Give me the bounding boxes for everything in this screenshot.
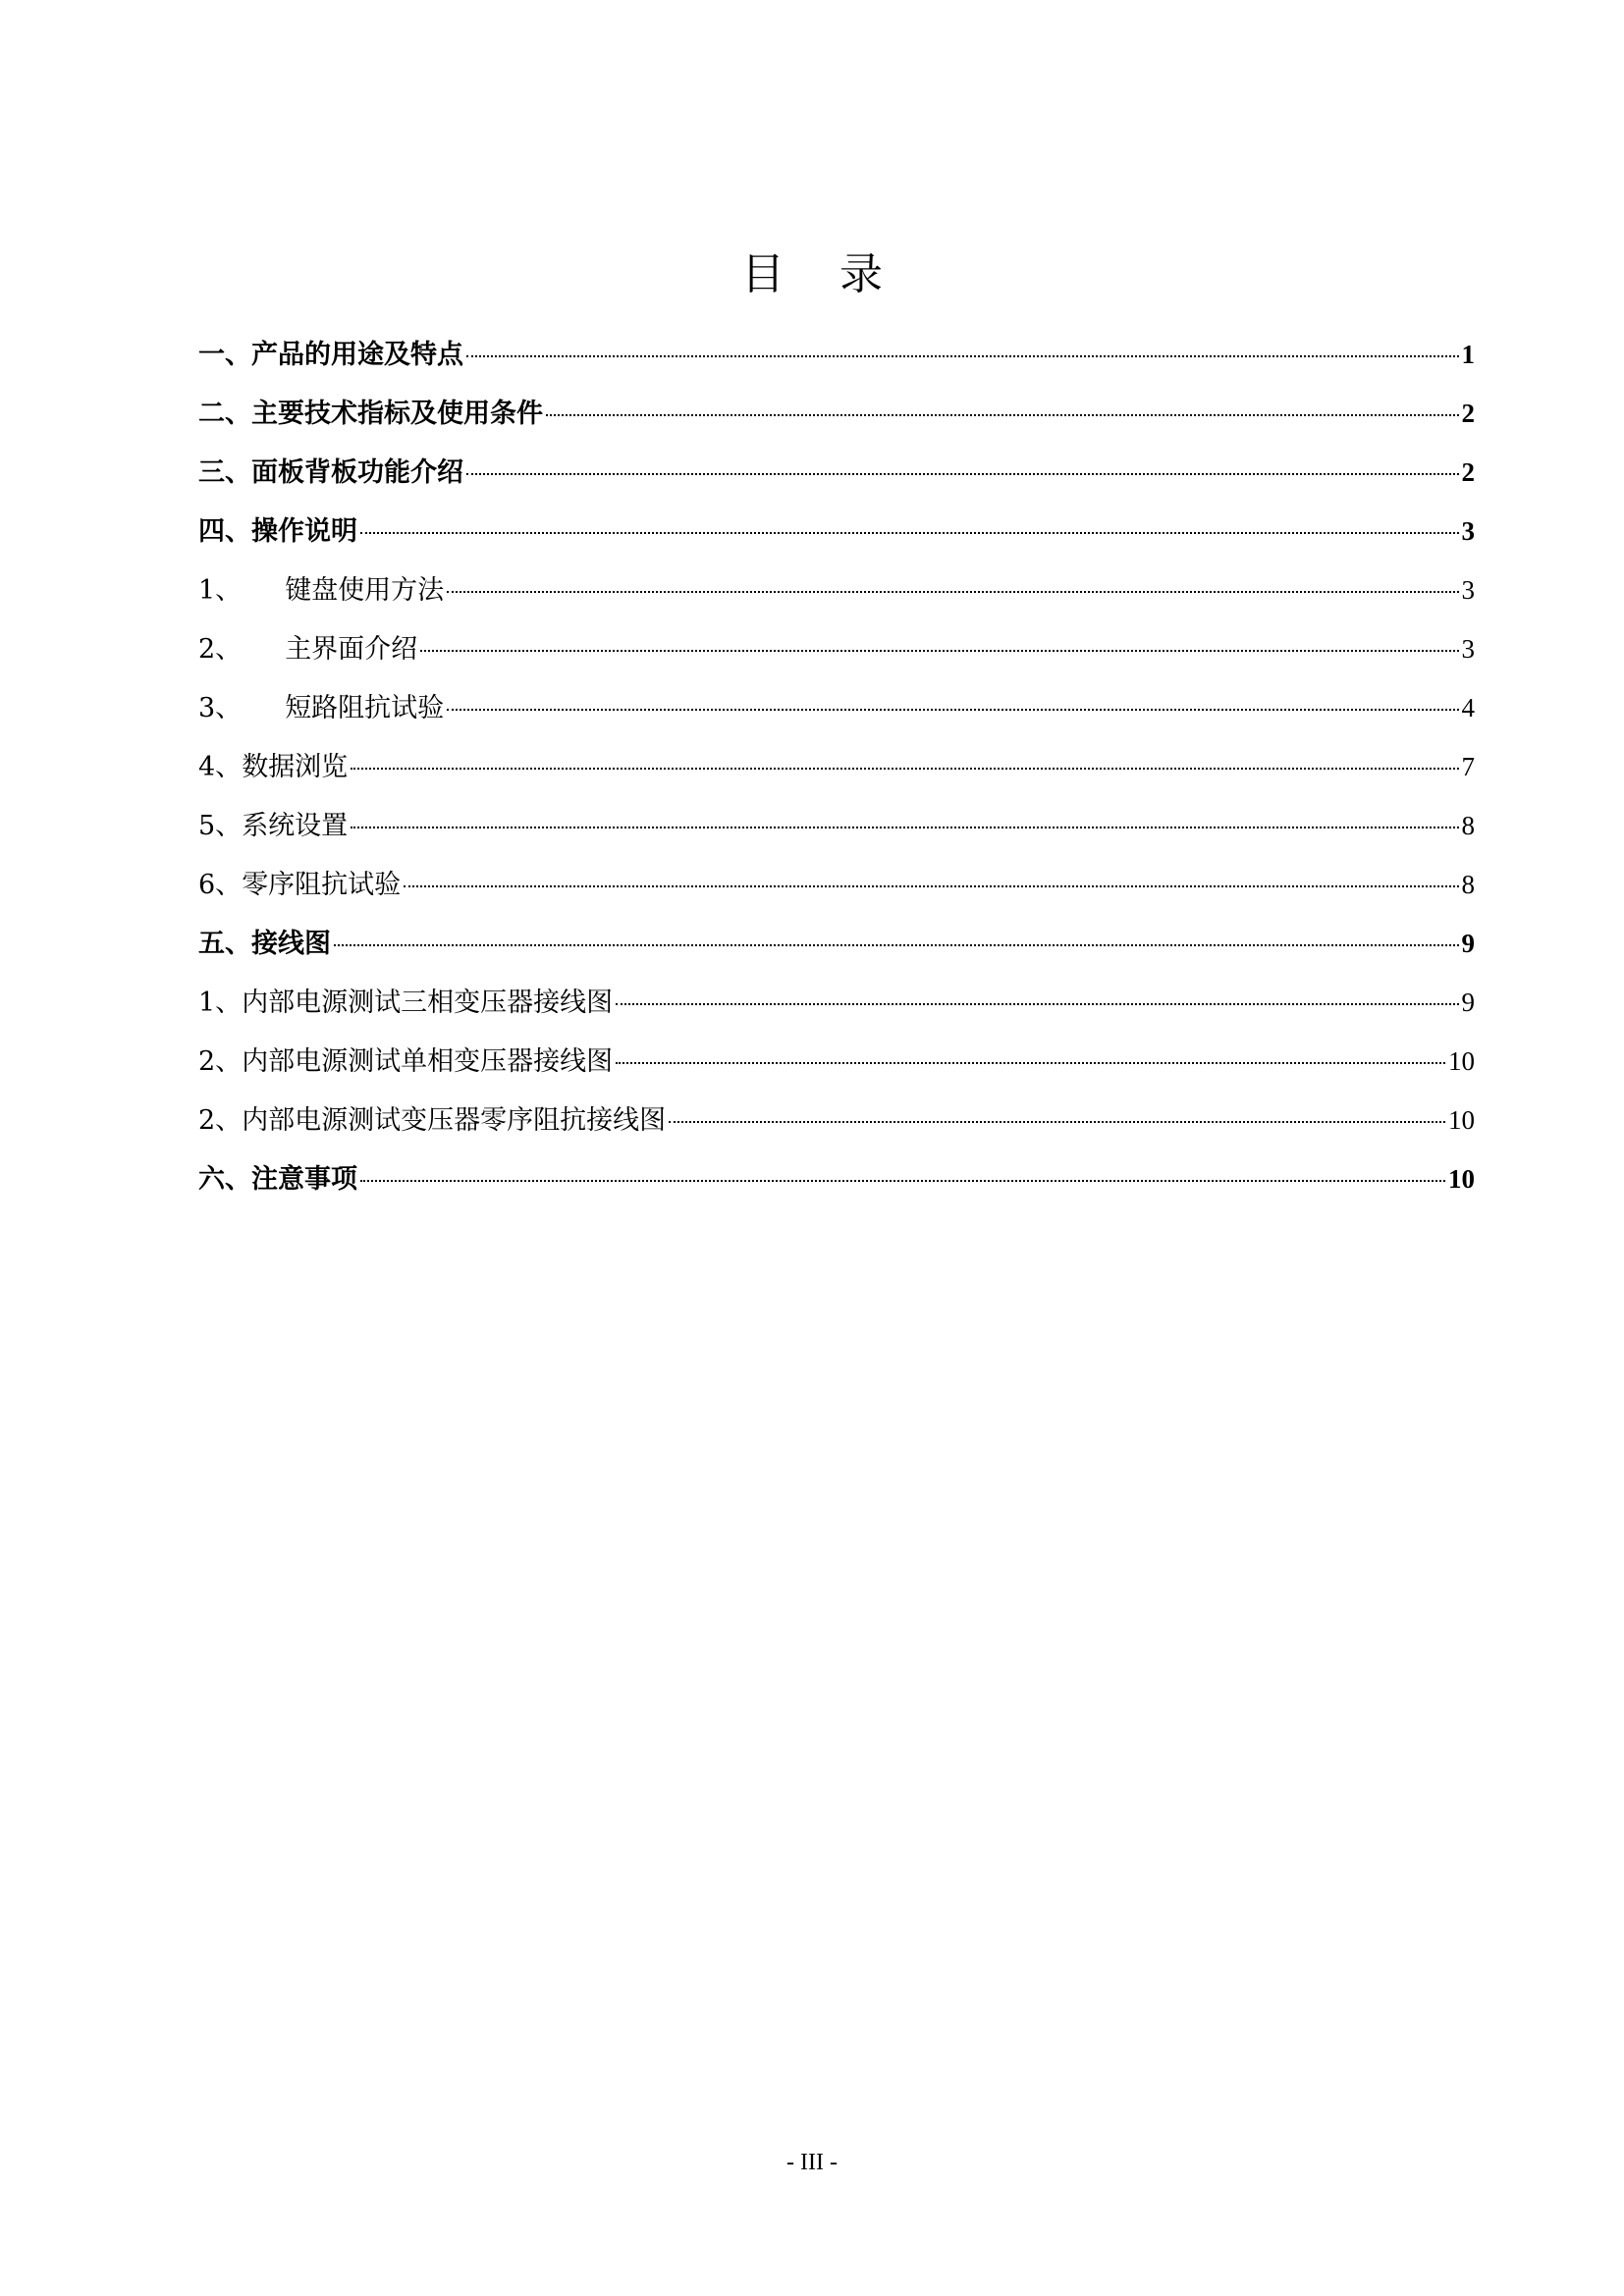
dot-leader [546, 414, 1459, 416]
toc-entry-number: 5、 [198, 811, 243, 841]
toc-entry-title: 主界面介绍 [285, 634, 418, 665]
dot-leader [616, 1003, 1458, 1005]
toc-entry-page-number: 10 [1448, 1046, 1475, 1076]
toc-entry-title: 主要技术指标及使用条件 [251, 399, 543, 429]
toc-entry-number: 6、 [198, 870, 243, 900]
dot-leader [360, 1180, 1445, 1182]
toc-entry[interactable] [198, 506, 1475, 564]
toc-entry-number: 4、 [198, 752, 243, 782]
dot-leader [466, 473, 1459, 475]
toc-entry[interactable] [198, 918, 1475, 977]
toc-entry-number: 五、 [198, 929, 251, 959]
dot-leader [334, 944, 1459, 946]
toc-entry-page-number: 3 [1461, 575, 1475, 605]
toc-entry-number: 2、 [198, 1046, 243, 1077]
toc-entry-number: 2、 [198, 634, 243, 665]
toc-entry[interactable] [198, 1153, 1475, 1212]
toc-entry-title: 零序阻抗试验 [242, 870, 402, 900]
dot-leader [466, 355, 1459, 357]
toc-entry-title: 注意事项 [251, 1164, 357, 1195]
dot-leader [360, 532, 1459, 534]
toc-entry-number: 四、 [198, 516, 251, 547]
toc-entry-number: 1、 [198, 575, 243, 606]
toc-entry[interactable] [198, 741, 1475, 800]
toc-entry[interactable] [198, 800, 1475, 859]
dot-leader [404, 885, 1458, 887]
toc-entry-number: 三、 [198, 457, 251, 488]
toc-entry-title: 操作说明 [251, 516, 357, 547]
toc-entry-number: 3、 [198, 693, 243, 723]
toc-entry[interactable] [198, 564, 1475, 623]
dot-leader [351, 768, 1458, 770]
toc-entry-number: 一、 [198, 340, 251, 370]
toc-entry-page-number: 9 [1461, 929, 1475, 958]
toc-entry-page-number: 2 [1461, 399, 1475, 428]
toc-entry-page-number: 4 [1461, 693, 1475, 722]
toc-entry-title: 数据浏览 [242, 752, 349, 782]
toc-entry-page-number: 1 [1461, 340, 1475, 369]
toc-entry-page-number: 3 [1461, 516, 1475, 546]
toc-entry[interactable] [198, 1095, 1475, 1153]
toc-entry[interactable] [198, 388, 1475, 447]
toc-entry-title: 系统设置 [242, 811, 349, 841]
table-of-contents [198, 329, 1475, 1212]
toc-entry-title: 面板背板功能介绍 [251, 457, 463, 488]
dot-leader [420, 650, 1458, 652]
toc-entry-title: 产品的用途及特点 [251, 340, 463, 370]
toc-entry-page-number: 7 [1461, 752, 1475, 781]
toc-entry-number: 2、 [198, 1105, 243, 1136]
toc-entry[interactable] [198, 329, 1475, 388]
dot-leader [616, 1062, 1445, 1064]
toc-entry-title: 内部电源测试单相变压器接线图 [242, 1046, 614, 1077]
toc-entry[interactable] [198, 623, 1475, 682]
toc-entry-number: 六、 [198, 1164, 251, 1195]
dot-leader [447, 709, 1458, 711]
toc-entry[interactable] [198, 859, 1475, 918]
dot-leader [447, 591, 1458, 593]
toc-entry-title: 短路阻抗试验 [285, 693, 445, 723]
toc-entry-page-number: 10 [1448, 1105, 1475, 1135]
toc-title: 目录 [741, 249, 938, 299]
dot-leader [351, 827, 1458, 828]
toc-entry-number: 二、 [198, 399, 251, 429]
toc-entry[interactable] [198, 1036, 1475, 1095]
toc-entry-title: 内部电源测试三相变压器接线图 [242, 988, 614, 1018]
toc-entry[interactable] [198, 977, 1475, 1036]
toc-entry-title: 接线图 [251, 929, 331, 959]
toc-entry-title: 内部电源测试变压器零序阻抗接线图 [242, 1105, 667, 1136]
toc-entry-page-number: 8 [1461, 811, 1475, 840]
toc-entry-page-number: 10 [1448, 1164, 1475, 1194]
toc-entry-page-number: 9 [1461, 988, 1475, 1017]
dot-leader [669, 1121, 1445, 1123]
toc-entry[interactable] [198, 682, 1475, 741]
toc-entry-page-number: 8 [1461, 870, 1475, 899]
toc-entry-page-number: 2 [1461, 457, 1475, 487]
toc-entry-title: 键盘使用方法 [285, 575, 445, 606]
toc-entry[interactable] [198, 447, 1475, 506]
toc-entry-number: 1、 [198, 988, 243, 1018]
toc-entry-page-number: 3 [1461, 634, 1475, 664]
page-number: - III - [786, 2150, 838, 2175]
